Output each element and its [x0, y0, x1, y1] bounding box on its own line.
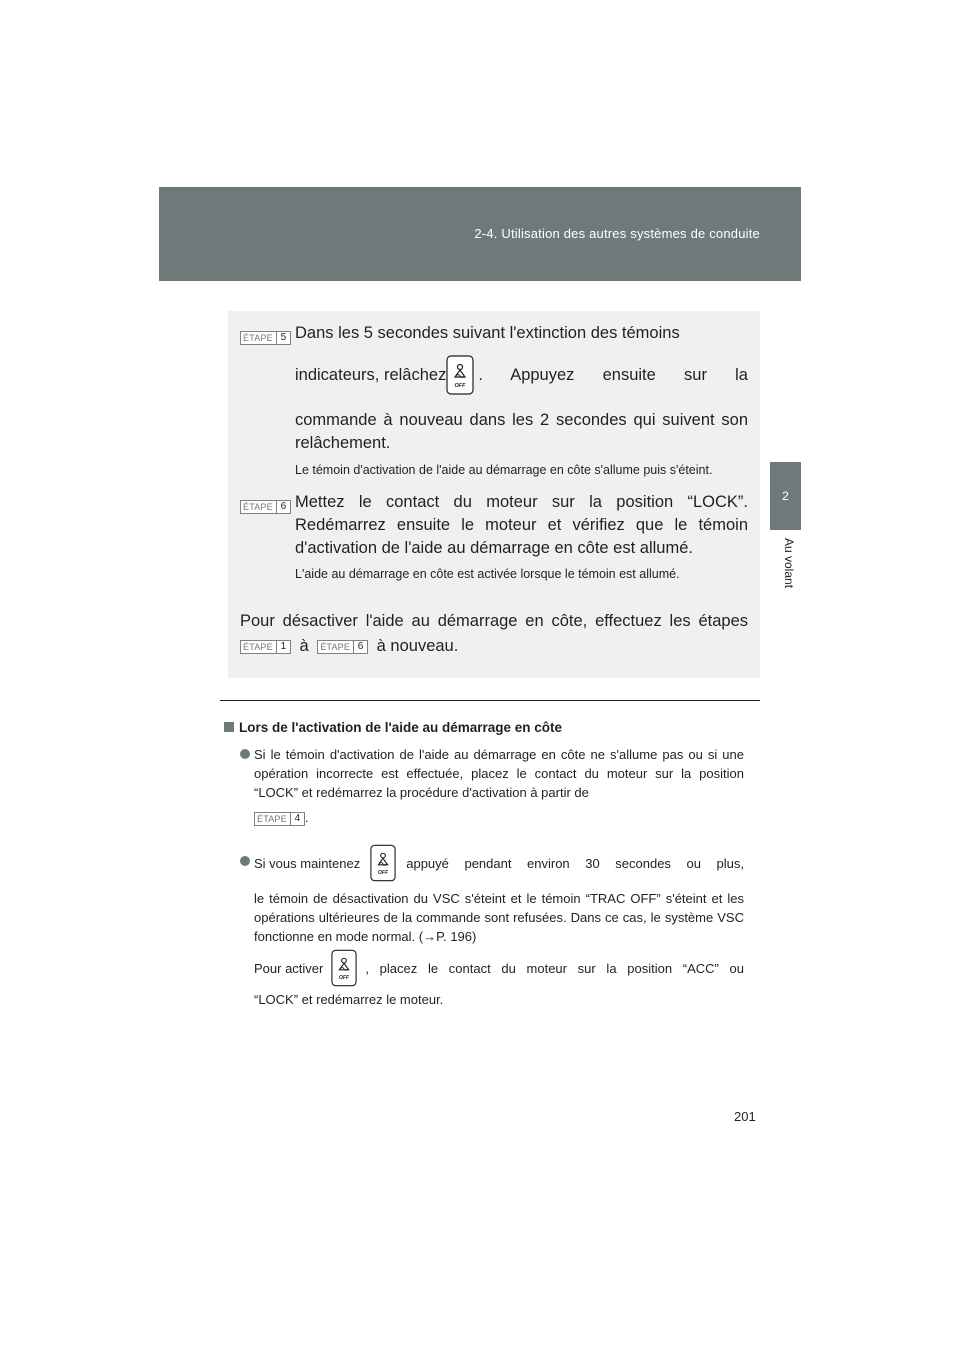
chapter-tab	[770, 462, 801, 530]
step-5-line1: Dans les 5 secondes suivant l'extinction des témoins	[295, 324, 680, 342]
divider	[220, 700, 760, 701]
hill-assist-button-icon	[370, 844, 396, 882]
bullet-dot-icon	[240, 856, 250, 866]
step-badge: ÉTAPE 5	[240, 331, 291, 345]
step-badge: ÉTAPE 1	[240, 640, 291, 654]
chapter-label: Au volant	[782, 538, 796, 589]
deactivate-paragraph: Pour désactiver l'aide au démarrage en côte, effectuez les étapes ÉTAPE 1 à ÉTAPE 6 à nouveau.	[240, 612, 748, 655]
chapter-header	[159, 187, 801, 281]
square-bullet-icon	[224, 722, 234, 732]
svg-text:OFF: OFF	[378, 870, 389, 877]
svg-text:OFF: OFF	[339, 975, 350, 982]
step-5-note: Le témoin d'activation de l'aide au démarrage en côte s'allume puis s'éteint.	[295, 463, 713, 477]
step-5-line2: indicateurs, relâchez OFF . Appuyez ensuite sur la	[295, 352, 748, 398]
section-title: 2-4. Utilisation des autres systèmes de conduite	[474, 226, 760, 241]
steps-box	[228, 311, 760, 678]
chapter-number: 2	[782, 489, 789, 503]
step-5-line3: commande à nouveau dans les 2 secondes qui suivent son relâchement.	[295, 411, 748, 452]
hill-assist-button-icon	[446, 355, 474, 395]
svg-text:OFF: OFF	[454, 383, 466, 389]
bullet-1: Si le témoin d'activation de l'aide au démarrage en côte ne s'allume pas ou si une opération incorrecte est effectuée, placez le contact du moteur sur la position “LOCK” et redémarrez la procédure d'activation à partir de ÉTAPE 4 .	[240, 745, 744, 835]
step-badge: ÉTAPE 4	[254, 812, 305, 826]
step-badge: ÉTAPE 6	[240, 500, 291, 514]
section-heading: Lors de l'activation de l'aide au démarrage en côte	[224, 720, 562, 735]
bullet-2: Si vous maintenez OFF appuyé pendant environ 30 secondes ou plus, le témoin de désactivation du VSC s'éteint et le témoin “TRAC OFF” s'éteint et les opérations ultérieures de la commande sont refusées. Dans ce cas, le système VSC fonctionne en mode normal. (→P. 196) Pour activer OFF , placez le contact du moteur sur la position “ACC” ou “LOCK” et redémarrez le moteur.	[240, 842, 744, 1012]
page-number: 201	[734, 1109, 756, 1124]
step-6-note: L'aide au démarrage en côte est activée lorsque le témoin est allumé.	[295, 567, 680, 581]
bullet-dot-icon	[240, 749, 250, 759]
step-badge: ÉTAPE 6	[317, 640, 368, 654]
hill-assist-button-icon	[331, 949, 357, 987]
step-6-text: Mettez le contact du moteur sur la position “LOCK”. Redémarrez ensuite le moteur et vérifiez que le témoin d'activation de l'aide au démarrage en côte est allumé.	[295, 493, 748, 557]
